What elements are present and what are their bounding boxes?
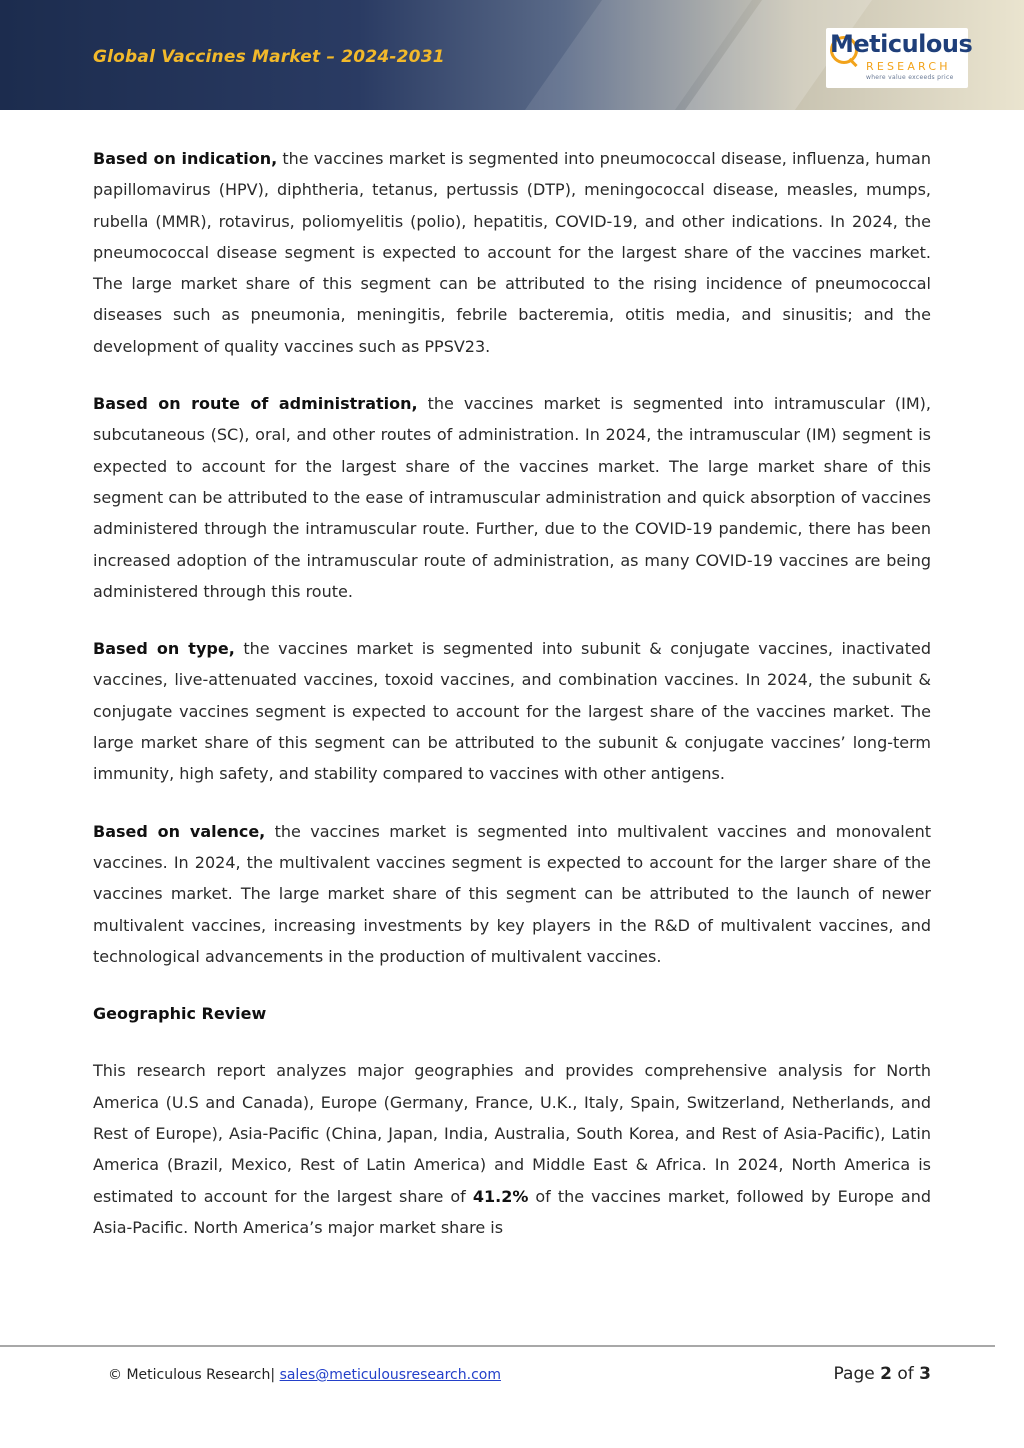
paragraph-text: the vaccines market is segmented into subunit & conjugate vaccines, inactivated vaccines, live-attenuated vaccines, toxoid vaccines, and combination vaccines. In 2024, the subunit & conjugate vaccines segment is expected to account for the largest share of the vaccines market. The large market share of this segment can be attributed to the subunit & conjugate vaccines’ long-term immunity, high safety, and stability compared to vaccines with other antigens. [93, 639, 931, 784]
footer-divider [0, 1345, 995, 1347]
page-label: Page [833, 1364, 881, 1384]
report-title: Global Vaccines Market – 2024-2031 [93, 47, 445, 67]
email-link[interactable]: sales@meticulousresearch.com [279, 1367, 501, 1383]
paragraph-text: the vaccines market is segmented into intramuscular (IM), subcutaneous (SC), oral, and other routes of administration. In 2024, the intramuscular (IM) segment is expected to account for the largest share of the vaccines market. The large market share of this segment can be attributed to the ease of intramuscular administration and quick absorption of vaccines administered through the intramuscular route. Further, due to the COVID-19 pandemic, there has been increased adoption of the intramuscular route of administration, as many COVID-19 vaccines are being administered through this route. [93, 394, 931, 601]
current-page: 2 [880, 1364, 892, 1384]
indication-paragraph [93, 143, 931, 362]
document-body [93, 143, 931, 1269]
footer-copyright [108, 1367, 501, 1383]
total-pages: 3 [919, 1364, 931, 1384]
route-paragraph [93, 388, 931, 607]
page-header [0, 0, 1024, 110]
paragraph-text: the vaccines market is segmented into multivalent vaccines and monovalent vaccines. In 2024, the multivalent vaccines segment is expected to account for the larger share of the vaccines market. The large market share of this segment can be attributed to the launch of newer multivalent vaccines, increasing investments by key players in the R&D of multivalent vaccines, and technological advancements in the production of multivalent vaccines. [93, 821, 931, 966]
company-logo [826, 28, 973, 88]
logo-subtitle: RESEARCH [866, 60, 951, 73]
page-of-label: of [891, 1364, 920, 1384]
paragraph-text: This research report analyzes major geographies and provides comprehensive analysis for North America (U.S and Canada), Europe (Germany, France, U.K., Italy, Spain, Switzerland, Netherlands, and Rest of Europe), Asia-Pacific (China, Japan, India, Australia, South Korea, and Rest of Asia-Pacific), Latin America (Brazil, Mexico, Rest of Latin America) and Middle East & Africa. In 2024, North America is estimated to account for the largest share of [93, 1061, 931, 1206]
copyright-text: © Meticulous Research| [108, 1367, 276, 1383]
paragraph-text: the vaccines market is segmented into pneumococcal disease, influenza, human papillomavirus (HPV), diphtheria, tetanus, pertussis (DTP), meningococcal disease, measles, mumps, rubella (MMR), rotavirus, poliomyelitis (polio), hepatitis, COVID-19, and other indications. In 2024, the pneumococcal disease segment is expected to account for the largest share of the vaccines market. The large market share of this segment can be attributed to the rising incidence of pneumococcal diseases such as pneumonia, meningitis, febrile bacteremia, otitis media, and sinusitis; and the development of quality vaccines such as PPSV23. [93, 149, 932, 356]
logo-wordmark: Meticulous [830, 30, 973, 58]
geographic-paragraph [93, 1055, 931, 1243]
paragraph-lead: Based on type, [93, 639, 235, 659]
paragraph-lead: Based on valence, [93, 821, 266, 841]
type-paragraph [93, 633, 931, 789]
valence-paragraph [93, 816, 931, 972]
paragraph-text: of the vaccines market, followed by Europe and Asia-Pacific. North America’s major market share is [93, 1186, 931, 1237]
logo-tagline: where value exceeds price [866, 74, 954, 81]
page-number [834, 1364, 931, 1384]
share-highlight: 41.2% [472, 1186, 529, 1206]
paragraph-lead: Based on route of administration, [93, 394, 418, 414]
section-heading: Geographic Review [93, 1004, 267, 1024]
paragraph-lead: Based on indication, [93, 149, 278, 168]
